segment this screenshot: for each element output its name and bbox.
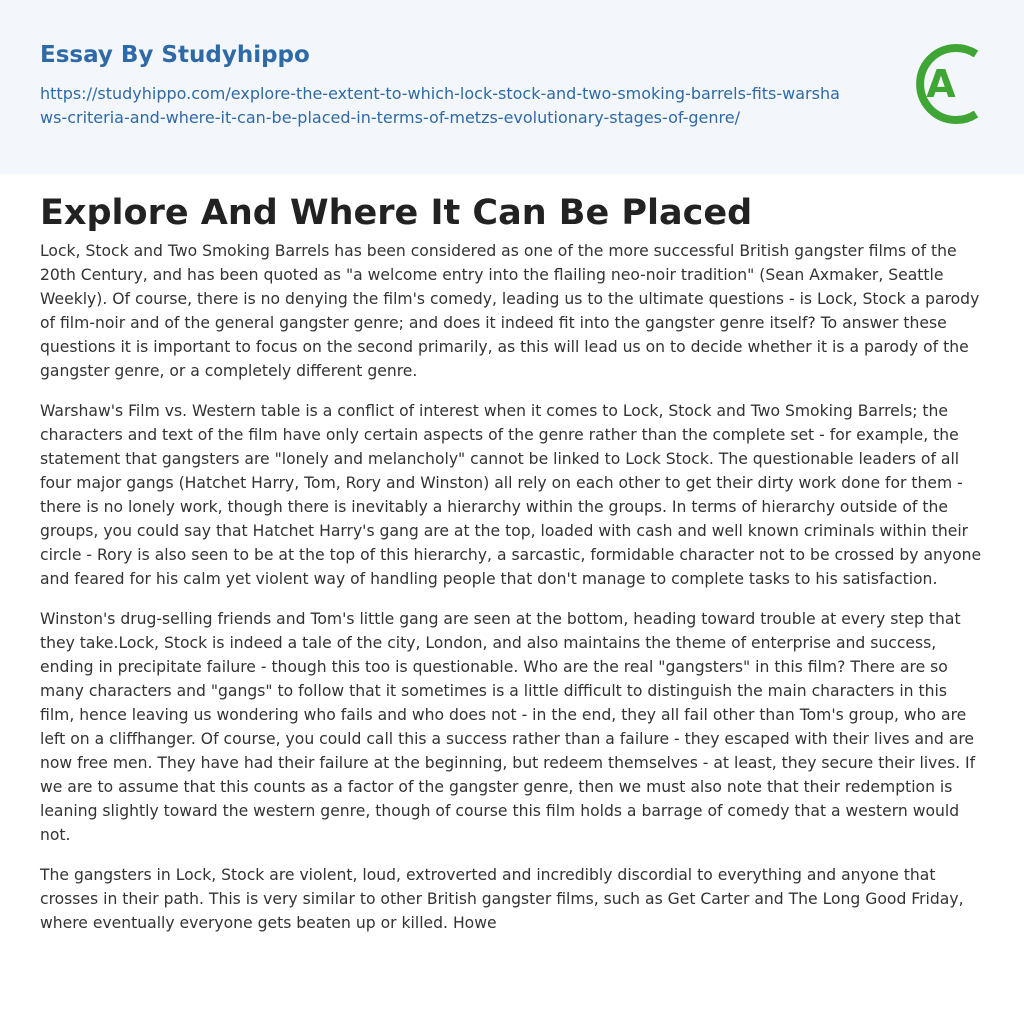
paragraph-1: Lock, Stock and Two Smoking Barrels has been considered as one of the more successful British gangster films of the 20th Century, and has been quoted as "a welcome entry into the flailing neo-noir tradition" (Sean Axmaker, Seattle Weekly). Of course, there is no denying the film's comedy, leading us to the ultimate questions - is Lock, Stock a parody of film-noir and of the general gangster genre; and does it indeed fit into the gangster genre itself? To answer these questions it is important to focus on the second primarily, as this will lead us on to decide whether it is a parody of the gangster genre, or a completely different genre. bbox=[40, 242, 980, 380]
logo-letter: A bbox=[926, 62, 956, 106]
site-header bbox=[0, 0, 1024, 174]
brand-title[interactable]: Essay By Studyhippo bbox=[40, 42, 310, 68]
article-body bbox=[40, 239, 986, 951]
paragraph-3: Winston's drug-selling friends and Tom's little gang are seen at the bottom, heading toward trouble at every step that they take.Lock, Stock is indeed a tale of the city, London, and also maintains the theme of enterprise and success, ending in precipitate failure - though this too is questionable. Who are the real "gangsters" in this film? There are so many characters and "gangs" to follow that it sometimes is a little difficult to distinguish the main characters in this film, hence leaving us wondering who fails and who does not - in the end, they all fail other than Tom's group, who are left on a cliffhanger. Of course, you could call this a success rather than a failure - they escaped with their lives and are now free men. They have had their failure at the beginning, but redeem themselves - at least, they secure their lives. If we are to assume that this counts as a factor of the gangster genre, then we must also note that their redemption is leaning slightly toward the western genre, though of course this film holds a barrage of comedy that a western would not. bbox=[40, 610, 976, 844]
paragraph-4: The gangsters in Lock, Stock are violent, loud, extroverted and incredibly discordial to everything and anyone that crosses in their path. This is very similar to other British gangster films, such as Get Carter and The Long Good Friday, where eventually everyone gets beaten up or killed. Howe bbox=[40, 866, 964, 932]
studyhippo-logo-icon[interactable] bbox=[912, 42, 986, 126]
paragraph-2: Warshaw's Film vs. Western table is a conflict of interest when it comes to Lock, Stock and Two Smoking Barrels; the characters and text of the film have only certain aspects of the genre rather than the complete set - for example, the statement that gangsters are "lonely and melancholy" cannot be linked to Lock Stock. The questionable leaders of all four major gangs (Hatchet Harry, Tom, Rory and Winston) all rely on each other to get their dirty work done for them - there is no lonely work, though there is inevitably a hierarchy within the groups. In terms of hierarchy outside of the groups, you could say that Hatchet Harry's gang are at the top, loaded with cash and well known criminals within their circle - Rory is also seen to be at the top of this hierarchy, a sarcastic, formidable character not to be crossed by anyone and feared for his calm yet violent way of handling people that don't manage to complete tasks to his satisfaction. bbox=[40, 402, 982, 588]
article-title: Explore And Where It Can Be Placed bbox=[40, 193, 753, 233]
source-url-link[interactable]: https://studyhippo.com/explore-the-extent-to-which-lock-stock-and-two-smoking-barrels-fits-warshaws-criteria-and-where-it-can-be-placed-in-terms-of-metzs-evolutionary-stages-of-genre/ bbox=[40, 84, 840, 127]
